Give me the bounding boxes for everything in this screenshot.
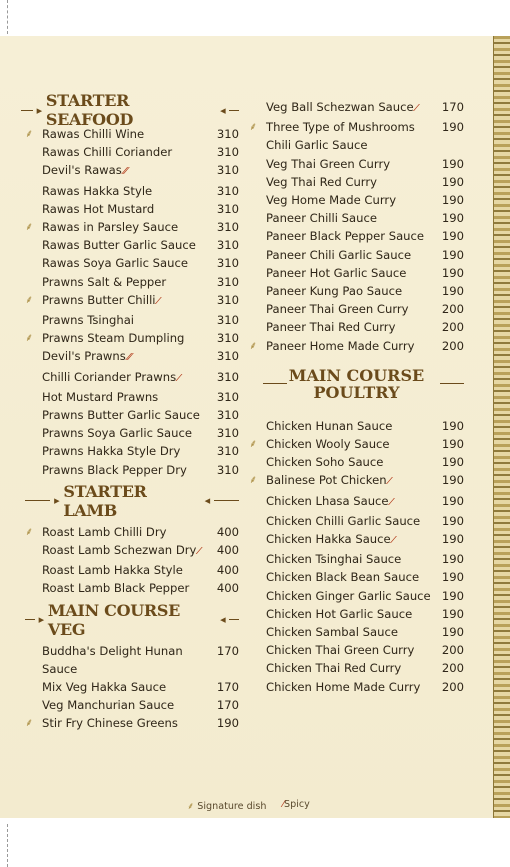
menu-item [249,282,464,300]
menu-item-price: 170 [216,680,239,695]
chili-icon: ⁄ [388,476,391,488]
menu-item-price: 200 [441,661,464,676]
menu-item-name: Chicken Thai Green Curry [266,643,415,658]
menu-item-name: Buddha's Delight Hunan Sauce [42,643,183,676]
list-main-poultry [249,417,464,696]
leaf-sprig-icon: ⸙ [25,220,34,234]
menu-item-price: 190 [441,570,464,585]
menu-item-name: Roast Lamb Black Pepper [42,581,190,596]
menu-item [249,246,464,264]
chili-icon: ⁄ [282,799,285,810]
menu-item-name: Chicken Hunan Sauce [266,418,393,433]
menu-item-price: 310 [216,238,239,253]
decorative-border [493,36,510,818]
menu-item [249,191,464,209]
menu-item-price: 310 [216,145,239,160]
menu-item [249,337,464,355]
leaf-sprig-icon: ⸙ [25,716,34,730]
menu-item [25,291,239,311]
menu-item [249,550,464,568]
menu-item [249,453,464,471]
menu-item [25,254,239,272]
menu-item-price: 400 [216,524,239,539]
menu-item [249,605,464,623]
menu-item-name: Chicken Wooly Sauce [266,437,390,452]
menu-item-price: 310 [216,408,239,423]
menu-item-name: Veg Ball Schezwan Sauce ⁄ [266,100,418,114]
menu-item-price: 200 [441,643,464,658]
menu-item [249,318,464,336]
menu-item-price: 190 [441,513,464,528]
menu-item-price: 190 [441,552,464,567]
menu-item-price: 190 [441,229,464,244]
menu-item-price: 190 [441,174,464,189]
top-margin-marker [7,0,8,34]
menu-item-name: Hot Mustard Prawns [42,389,159,404]
leaf-sprig-icon: ⸙ [25,331,34,345]
menu-item-name: Roast Lamb Chilli Dry [42,524,167,539]
leaf-sprig-icon: ⸙ [249,473,258,487]
menu-item-name: Rawas Chilli Coriander [42,145,173,160]
menu-item [249,173,464,191]
menu-item-price: 400 [216,563,239,578]
menu-item [25,143,239,161]
menu-item-name: Chicken Ginger Garlic Sauce [266,588,431,603]
menu-item-price: 190 [441,625,464,640]
menu-item-price: 170 [216,698,239,713]
leaf-sprig-icon: ⸙ [249,338,258,352]
menu-item [249,659,464,677]
section-title-main-veg: ▸ MAIN COURSE VEG ◂ [25,608,239,632]
menu-item [249,155,464,173]
menu-item-price: 190 [441,211,464,226]
menu-item-price: 310 [216,127,239,141]
chili-icon: ⁄ [198,546,201,558]
chili-icon: ⁄ [415,103,418,114]
menu-item-name: Veg Home Made Curry [266,193,397,208]
menu-item-name: Prawns Butter Garlic Sauce [42,408,200,423]
menu-item-price: 310 [216,444,239,459]
legend-signature [187,799,266,812]
list-main-veg [25,642,239,733]
section-title-text: MAIN COURSE VEG [47,600,181,639]
menu-item-name: Rawas Chilli Wine [42,127,145,141]
leaf-sprig-icon: ⸙ [249,120,258,134]
menu-item-price: 400 [216,581,239,596]
menu-item-price: 190 [441,473,464,488]
menu-item-price: 190 [441,493,464,508]
leaf-sprig-icon: ⸙ [25,524,34,538]
menu-item-name: Prawns Salt & Pepper [42,274,167,289]
menu-item-price: 310 [216,313,239,328]
menu-item-price: 190 [441,455,464,470]
menu-item [249,471,464,491]
chili-icon: ⁄ [390,496,393,508]
menu-item [25,388,239,406]
left-column [25,91,239,733]
section-title-text: STARTER LAMB [63,481,147,520]
menu-item-name: Paneer Kung Pao Sauce [266,284,403,299]
right-column [249,98,464,696]
menu-item-price: 200 [441,302,464,317]
menu-item [25,329,239,347]
section-title-text: STARTER SEAFOOD [45,91,134,129]
menu-item [25,236,239,254]
menu-item-price: 310 [216,183,239,198]
menu-item-name: Prawns Steam Dumpling [42,331,185,346]
menu-item-price: 190 [441,418,464,433]
menu-item [249,641,464,659]
menu-item [249,435,464,453]
menu-item [249,98,464,118]
menu-item-price: 400 [216,543,239,558]
menu-item [25,541,239,561]
leaf-sprig-icon: ⸙ [187,801,195,812]
menu-item-name: Rawas Soya Garlic Sauce [42,256,188,271]
menu-item-name: Prawns Hakka Style Dry [42,444,181,459]
menu-item-name: Paneer Chilli Sauce [266,211,377,226]
leaf-sprig-icon: ⸙ [249,437,258,451]
menu-item [249,623,464,641]
menu-item-price: 190 [441,437,464,452]
menu-item [249,530,464,550]
menu-item-name: Chicken Lhasa Sauce ⁄ [266,493,393,508]
chili-icon: ⁄ [392,535,395,547]
menu-item [25,200,239,218]
legend-spicy [282,799,309,812]
menu-item-name: Stir Fry Chinese Greens [42,716,178,731]
menu-item-price: 310 [216,331,239,346]
menu-item-name: Chicken Home Made Curry [266,679,421,694]
menu-item [249,417,464,435]
menu-item-name: Paneer Chili Garlic Sauce [266,247,412,262]
menu-item-price: 310 [216,462,239,477]
menu-item-price: 190 [441,284,464,299]
menu-item-name: Mix Veg Hakka Sauce [42,680,167,695]
menu-item-price: 200 [441,679,464,694]
menu-item-name: Chilli Coriander Prawns ⁄ [42,369,180,384]
menu-item-price: 190 [441,532,464,547]
menu-item-price: 190 [441,193,464,208]
menu-item [249,568,464,586]
menu-item [25,561,239,579]
leaf-sprig-icon: ⸙ [25,292,34,306]
menu-item-name: Rawas in Parsley Sauce [42,220,179,235]
menu-item-price: 310 [216,163,239,178]
menu-item-price: 190 [441,606,464,621]
menu-item-price: 170 [216,643,239,658]
menu-item [25,273,239,291]
menu-item-price: 190 [441,588,464,603]
list-starter-lamb [25,523,239,598]
menu-item [249,209,464,227]
menu-item [249,492,464,512]
menu-item-price: 200 [441,338,464,353]
menu-item-price: 190 [216,716,239,731]
menu-item [25,461,239,479]
menu-item-price: 190 [441,247,464,262]
menu-item [249,587,464,605]
list-veg-continued [249,98,464,355]
menu-item [249,227,464,245]
menu-item-name: Prawns Soya Garlic Sauce [42,426,192,441]
chili-icon: ⁄ [178,372,180,384]
menu-item-price: 190 [441,120,464,135]
menu-item-name: Chicken Hot Garlic Sauce [266,606,413,621]
menu-item-price: 310 [216,201,239,216]
menu-item [25,347,239,367]
chili-icon: ⁄⁄ [123,166,128,178]
menu-item-name: Paneer Home Made Curry [266,338,415,353]
menu-item-name: Chicken Sambal Sauce [266,625,398,640]
menu-item-name: Three Type of Mushrooms Chili Garlic Sauce [266,120,415,153]
menu-item-name: Prawns Black Pepper Dry [42,462,187,477]
menu-item-name: Paneer Thai Green Curry [266,302,409,317]
menu-item [25,368,239,388]
section-title-main-poultry [249,367,464,407]
menu-item-name: Veg Thai Red Curry [266,174,377,189]
section-title-text-line2: POULTRY [313,382,400,402]
menu-item-name: Rawas Butter Garlic Sauce [42,238,196,253]
menu-item-name: Rawas Hot Mustard [42,201,155,216]
menu-item-name: Chicken Thai Red Curry [266,661,402,676]
menu-item [25,523,239,541]
chili-icon: ⁄⁄ [127,352,132,364]
menu-item-name: Prawns Tsinghai [42,313,135,328]
menu-item-price: 310 [216,256,239,271]
menu-item [249,512,464,530]
section-title-starter-lamb: ▸ STARTER LAMB ◂ [25,489,239,513]
menu-item [25,424,239,442]
menu-item-name: Balinese Pot Chicken ⁄ [266,473,391,488]
menu-item-name: Paneer Thai Red Curry [266,320,396,335]
menu-item [249,678,464,696]
menu-item [25,161,239,181]
menu-item-name: Rawas Hakka Style [42,183,153,198]
menu-item [25,406,239,424]
menu-item-name: Veg Thai Green Curry [266,156,391,171]
section-title-starter-seafood: ▸ STARTER SEAFOOD ◂ [21,98,239,122]
menu-item [25,182,239,200]
menu-item-name: Chicken Tsinghai Sauce [266,552,402,567]
menu-item-name: Devil's Rawas ⁄⁄ [42,163,128,178]
menu-item-price: 200 [441,320,464,335]
menu-item [25,218,239,236]
menu-item-price: 190 [441,265,464,280]
menu-item-name: Chicken Black Bean Sauce [266,570,420,585]
menu-item-price: 310 [216,292,239,307]
menu-item [25,714,239,732]
menu-item-name: Chicken Soho Sauce [266,455,384,470]
list-starter-seafood [25,125,239,479]
menu-item-name: Chicken Hakka Sauce ⁄ [266,532,395,547]
menu-item-name: Paneer Hot Garlic Sauce [266,265,407,280]
menu-item [249,264,464,282]
legend-signature-label: Signature dish [197,801,267,812]
menu-item-price: 310 [216,389,239,404]
menu-item-price: 310 [216,426,239,441]
menu-item-price: 190 [441,156,464,171]
menu-item [25,125,239,143]
section-title-text-line1: MAIN COURSE [288,365,425,385]
leaf-sprig-icon: ⸙ [25,127,34,140]
legend-spicy-label: Spicy [284,799,310,810]
menu-item-name: Chicken Chilli Garlic Sauce [266,513,421,528]
menu-item [25,642,239,678]
legend [187,799,310,812]
menu-item [25,696,239,714]
menu-item-name: Roast Lamb Schezwan Dry ⁄ [42,543,201,558]
menu-item-price: 170 [441,100,464,114]
menu-item-name: Prawns Butter Chilli ⁄ [42,292,160,307]
menu-item-price: 310 [216,349,239,364]
menu-item-price: 310 [216,220,239,235]
bottom-margin-marker [7,824,8,867]
menu-item [249,300,464,318]
menu-item [25,311,239,329]
menu-item [25,678,239,696]
menu-item-name: Devil's Prawns ⁄⁄ [42,349,132,364]
menu-item [25,579,239,597]
menu-item-price: 310 [216,369,239,384]
menu-item-price: 310 [216,274,239,289]
menu-page [0,36,510,818]
menu-item [25,442,239,460]
menu-item-name: Veg Manchurian Sauce [42,698,175,713]
menu-item-name: Paneer Black Pepper Sauce [266,229,425,244]
chili-icon: ⁄ [157,295,160,307]
menu-item-name: Roast Lamb Hakka Style [42,563,183,578]
menu-item [249,118,464,154]
